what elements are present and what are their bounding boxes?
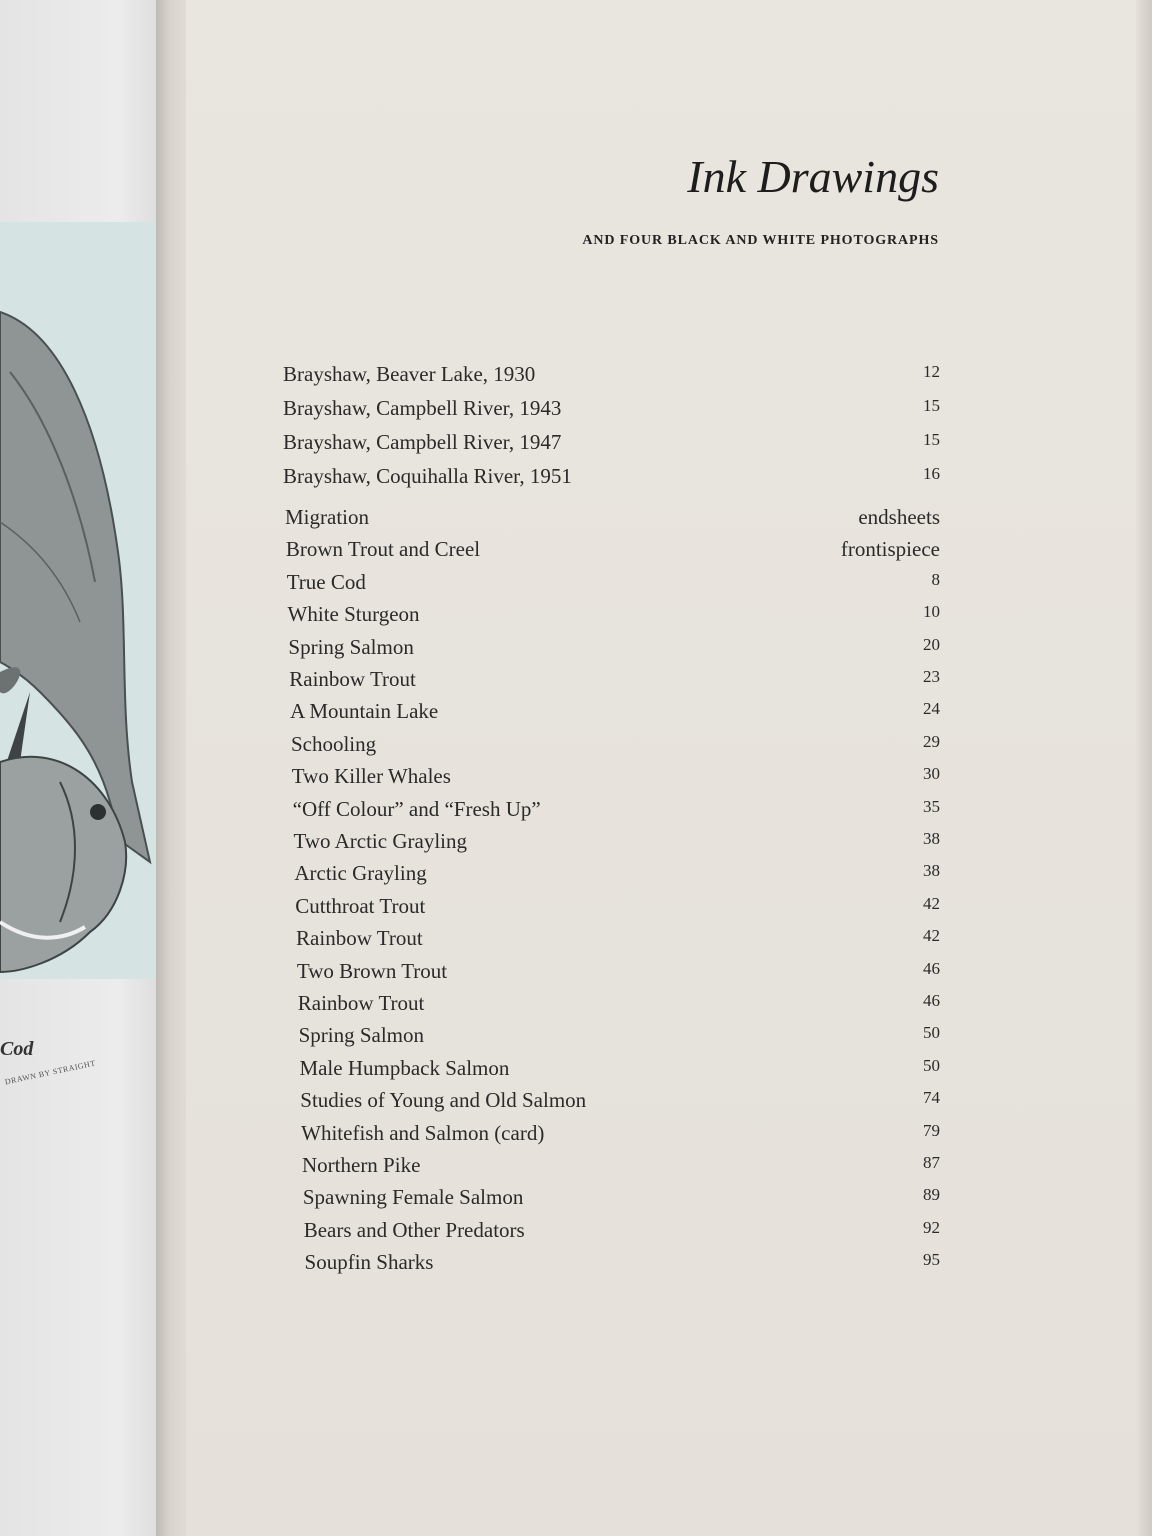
toc-row bbox=[285, 505, 940, 535]
toc-entry-page: 87 bbox=[923, 1153, 940, 1172]
toc-row bbox=[305, 1250, 940, 1280]
toc-entry-title: Rainbow Trout bbox=[289, 667, 416, 691]
toc-entry-page: 15 bbox=[923, 430, 940, 449]
toc-entry-title: True Cod bbox=[286, 569, 366, 594]
toc-entry-title: Two Killer Whales bbox=[291, 764, 451, 789]
toc-row bbox=[288, 635, 940, 665]
toc-row bbox=[299, 1056, 940, 1086]
toc-entry-page: 79 bbox=[922, 1120, 940, 1140]
toc-entry-page: 38 bbox=[922, 861, 940, 881]
toc-row bbox=[294, 829, 941, 859]
toc-row bbox=[283, 396, 940, 426]
toc-entry-title: Spawning Female Salmon bbox=[302, 1185, 524, 1210]
toc-entry-title: Brayshaw, Coquihalla River, 1951 bbox=[283, 464, 572, 488]
plate-credit: DRAWN BY STRAIGHT bbox=[4, 1058, 97, 1087]
toc-entry-title: Brayshaw, Campbell River, 1943 bbox=[283, 396, 562, 420]
toc-entry-page: 92 bbox=[922, 1217, 940, 1237]
toc-entry-title: Migration bbox=[285, 505, 369, 529]
page-subtitle: AND FOUR BLACK AND WHITE PHOTOGRAPHS bbox=[582, 233, 939, 248]
toc-entry-page: 8 bbox=[931, 569, 940, 589]
toc-entry-title: A Mountain Lake bbox=[290, 699, 439, 724]
toc-entry-page: 74 bbox=[922, 1088, 940, 1108]
toc-entry-page: 10 bbox=[922, 602, 940, 622]
toc-entry-page: 89 bbox=[922, 1185, 940, 1205]
toc-entry-title: Arctic Grayling bbox=[294, 861, 427, 886]
toc-row bbox=[300, 1088, 940, 1118]
toc-row bbox=[293, 797, 940, 827]
toc-entry-page: endsheets bbox=[858, 505, 940, 529]
page-edge bbox=[1136, 0, 1152, 1536]
toc-entry-page: 50 bbox=[922, 1055, 940, 1075]
toc-row bbox=[290, 699, 940, 729]
page-title: Ink Drawings bbox=[687, 151, 939, 202]
toc-entry-title: Two Arctic Grayling bbox=[293, 829, 467, 853]
facing-page bbox=[0, 0, 170, 1536]
toc-row bbox=[291, 732, 940, 762]
toc-row bbox=[295, 894, 940, 924]
toc-entry-page: 35 bbox=[922, 796, 940, 816]
toc-entry-page: 12 bbox=[923, 362, 940, 381]
toc-row bbox=[302, 1153, 940, 1183]
toc-entry-title: Studies of Young and Old Salmon bbox=[300, 1088, 587, 1113]
toc-entry-page: 95 bbox=[922, 1250, 940, 1270]
toc-entry-title: Northern Pike bbox=[302, 1153, 421, 1177]
toc-entry-page: 16 bbox=[923, 464, 940, 483]
toc-entry-title: Brayshaw, Beaver Lake, 1930 bbox=[283, 362, 536, 386]
toc-row bbox=[286, 537, 940, 567]
toc-entry-page: 29 bbox=[922, 731, 940, 751]
toc-entry-title: Spring Salmon bbox=[298, 1023, 425, 1048]
toc-entry-title: Bears and Other Predators bbox=[303, 1217, 525, 1242]
toc-row bbox=[298, 991, 940, 1021]
toc-row bbox=[294, 861, 940, 891]
book-gutter bbox=[156, 0, 190, 1536]
toc-row bbox=[283, 362, 940, 392]
toc-entry-title: Male Humpback Salmon bbox=[299, 1055, 510, 1080]
toc-entry-title: Soupfin Sharks bbox=[304, 1250, 434, 1275]
toc-entry-title: Cutthroat Trout bbox=[295, 893, 426, 918]
toc-entry-title: Rainbow Trout bbox=[297, 991, 425, 1015]
toc-entry-title: Brown Trout and Creel bbox=[285, 537, 481, 562]
toc-entry-title: Rainbow Trout bbox=[296, 926, 423, 951]
toc-entry-page: 23 bbox=[923, 667, 940, 686]
toc-entry-page: 24 bbox=[922, 699, 940, 719]
toc-entry-title: Spring Salmon bbox=[288, 634, 414, 659]
toc-entry-title: Brayshaw, Campbell River, 1947 bbox=[283, 430, 562, 454]
toc-row bbox=[296, 926, 940, 956]
toc-entry-title: Whitefish and Salmon (card) bbox=[301, 1120, 545, 1145]
toc-entry-title: Two Brown Trout bbox=[296, 958, 448, 983]
fish-illustration bbox=[0, 222, 162, 979]
toc-row bbox=[288, 602, 940, 632]
toc-entry-page: 15 bbox=[923, 396, 940, 415]
toc-entry-title: Schooling bbox=[290, 731, 377, 756]
toc-entry-title: White Sturgeon bbox=[287, 602, 420, 627]
toc-row bbox=[283, 464, 940, 494]
plate-caption: Cod bbox=[0, 1038, 34, 1060]
toc-row bbox=[287, 570, 940, 600]
toc-row bbox=[297, 959, 940, 989]
toc-entry-page: 38 bbox=[923, 829, 940, 848]
toc-row bbox=[304, 1218, 940, 1248]
toc-entry-title: “Off Colour” and “Fresh Up” bbox=[292, 796, 541, 821]
toc-entry-page: 42 bbox=[922, 926, 940, 946]
toc-entry-page: 50 bbox=[922, 1023, 940, 1043]
toc-entry-page: 46 bbox=[922, 958, 940, 978]
toc-row bbox=[301, 1121, 940, 1151]
toc-entry-page: frontispiece bbox=[840, 537, 940, 562]
toc-entry-page: 20 bbox=[922, 634, 940, 654]
toc-row bbox=[289, 667, 940, 697]
list-of-illustrations-page bbox=[186, 0, 1152, 1536]
toc-entry-page: 42 bbox=[922, 893, 940, 913]
toc-entry-page: 30 bbox=[922, 764, 940, 784]
toc-row bbox=[303, 1185, 940, 1215]
toc-entry-page: 46 bbox=[923, 991, 940, 1010]
toc-row bbox=[292, 764, 940, 794]
fish-illustration-plate bbox=[0, 222, 162, 979]
toc-row bbox=[299, 1023, 940, 1053]
toc-row bbox=[283, 430, 940, 460]
